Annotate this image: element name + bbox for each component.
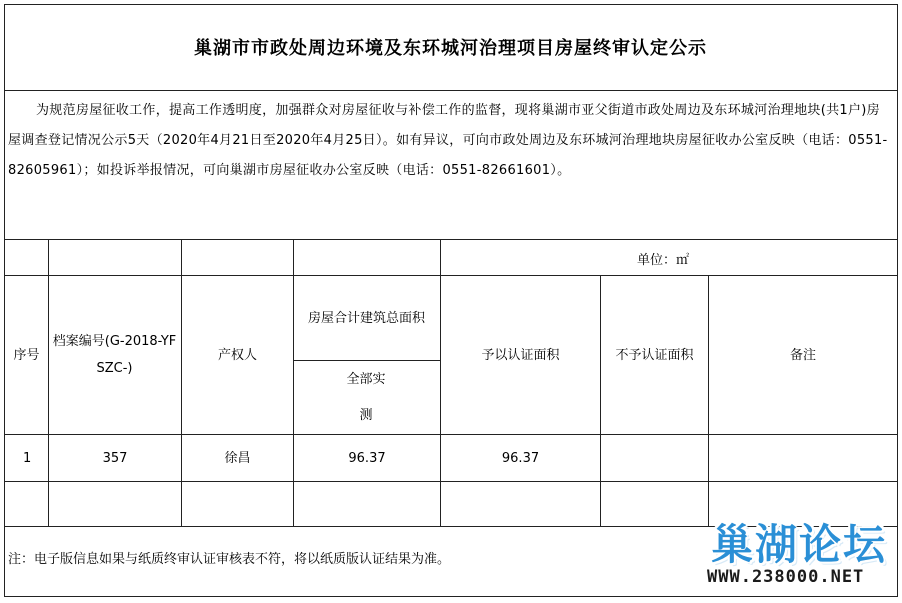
intro-paragraph: 为规范房屋征收工作，提高工作透明度，加强群众对房屋征收与补偿工作的监督，现将巢湖市亚父街道市政处周边及东环城河治理地块(共1户)房屋调查登记情况公示5天（2020年4月21日至2020年4月25日）。如有异议，可向市政处周边及东环城河治理地块房屋征收办公室反映（电话：0551-82605961）；如投诉举报情况，可向巢湖市房屋征收办公室反映（电话：0551-82661601）。 [8, 103, 888, 178]
cell-owner: 徐昌 [224, 450, 251, 466]
line-below-intro [4, 239, 898, 240]
cell-total-area [294, 482, 440, 526]
cell-remarks [709, 435, 897, 481]
watermark-logo [705, 512, 895, 594]
header-archive-no: 档案编号(G-2018-YFSZC-) [52, 334, 177, 376]
header-owner: 产权人 [217, 347, 257, 363]
header-all-measured: 全部实测 [346, 371, 386, 423]
cell-owner [182, 482, 293, 526]
cell-seq: 1 [23, 450, 32, 466]
cell-rejected-area [601, 435, 708, 481]
header-rejected-area: 不予认证面积 [615, 347, 694, 363]
footnote: 注：电子版信息如果与纸质终审认证审核表不符，将以纸质版认证结果为准。 [8, 552, 451, 567]
page-title: 巢湖市市政处周边环境及东环城河治理项目房屋终审认定公示 [194, 38, 707, 59]
header-remarks: 备注 [789, 347, 816, 363]
cell-rejected-area [601, 482, 708, 526]
unit-label: 单位：㎡ [637, 253, 690, 268]
col-line-3-upper [293, 239, 294, 275]
line-below-title [4, 90, 898, 91]
watermark-name: 巢湖论坛 [711, 520, 888, 569]
border-right [897, 4, 898, 597]
cell-approved-area [441, 482, 600, 526]
header-seq: 序号 [13, 347, 40, 363]
border-bottom [4, 596, 898, 597]
header-total-area: 房屋合计建筑总面积 [307, 310, 425, 326]
col-line-2-upper [181, 239, 182, 275]
header-approved-area: 予以认证面积 [481, 347, 560, 363]
cell-total-area: 96.37 [348, 450, 386, 466]
cell-approved-area: 96.37 [501, 450, 540, 466]
cell-archive-no [49, 482, 181, 526]
cell-archive-no: 357 [102, 450, 128, 466]
col-line-4-upper [440, 239, 441, 275]
col-line-1-upper [48, 239, 49, 275]
cell-seq [5, 482, 48, 526]
watermark-url: WWW.238000.NET [707, 567, 865, 587]
